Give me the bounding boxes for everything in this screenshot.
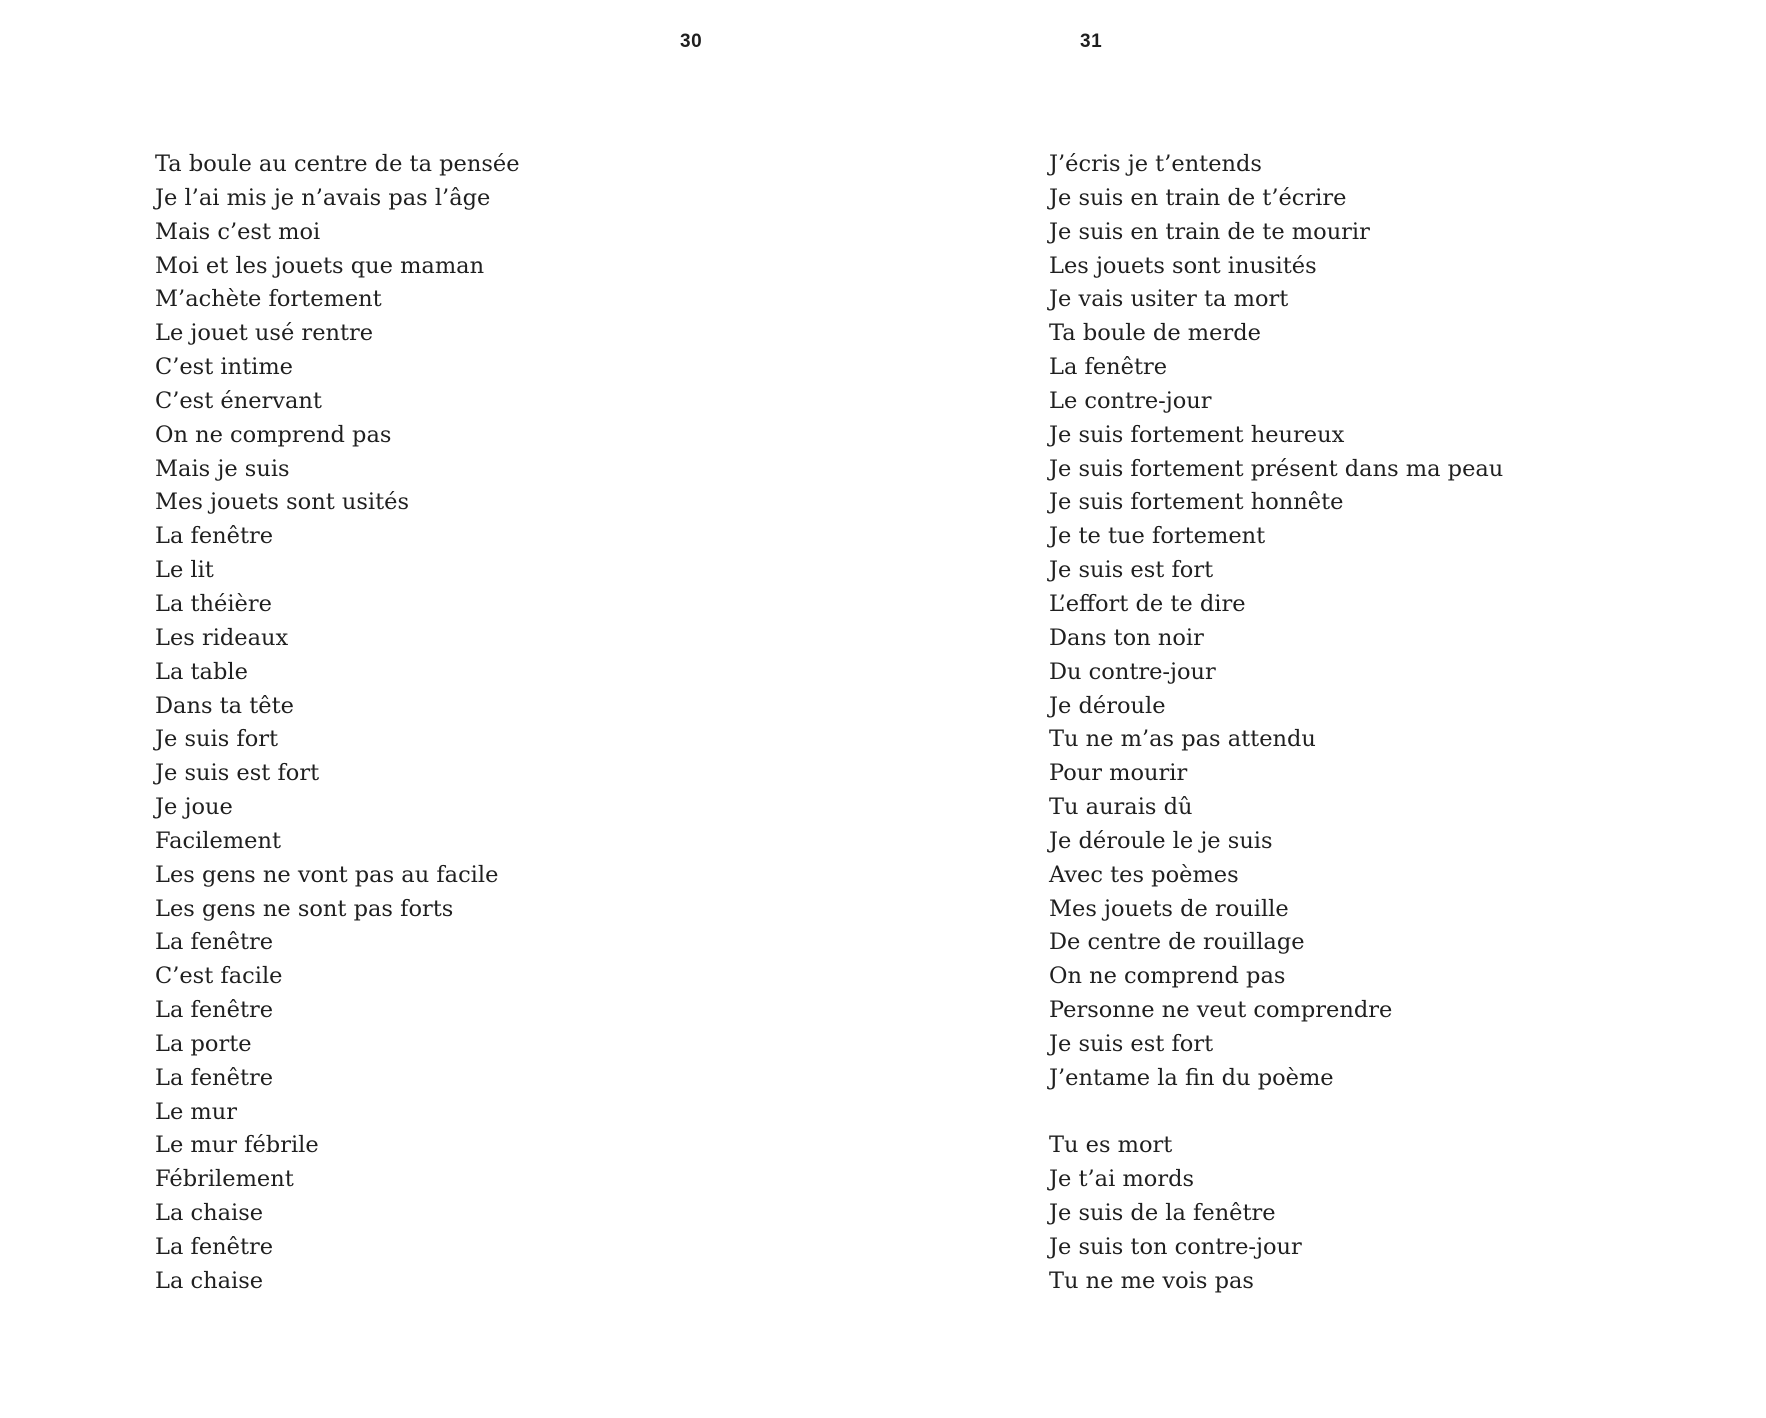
poem-line: Dans ton noir — [1049, 624, 1204, 651]
poem-line: La fenêtre — [155, 1064, 274, 1091]
poem-line: La porte — [155, 1030, 252, 1057]
poem-line: Je suis fortement heureux — [1049, 421, 1345, 448]
poem-line: De centre de rouillage — [1049, 929, 1305, 956]
poem-line: La fenêtre — [1049, 354, 1168, 381]
poem-line: Je déroule — [1049, 692, 1166, 719]
poem-line: Je vais usiter ta mort — [1049, 286, 1289, 313]
page-number-left: 30 — [680, 31, 703, 52]
poem-line: M’achète fortement — [155, 286, 382, 313]
poem-line: Tu ne me vois pas — [1049, 1267, 1254, 1294]
poem-line: L’effort de te dire — [1049, 590, 1246, 617]
poem-line: Pour mourir — [1049, 760, 1188, 787]
poem-line: Je suis ton contre-jour — [1049, 1234, 1302, 1260]
poem-line: Je suis fort — [155, 726, 279, 753]
poem-line: La chaise — [155, 1267, 264, 1294]
poem-line: Je suis est fort — [1049, 1030, 1214, 1057]
poem-line: La fenêtre — [155, 929, 274, 956]
poem-line: Les rideaux — [155, 624, 289, 651]
poem-line: Je te tue fortement — [1049, 523, 1266, 550]
poem-line: Ta boule de merde — [1049, 320, 1261, 347]
poem-line: J’écris je t’entends — [1049, 151, 1262, 177]
poem-line: Tu aurais dû — [1049, 794, 1193, 821]
poem-line: La fenêtre — [155, 997, 274, 1024]
poem-line: Mes jouets de rouille — [1049, 895, 1289, 922]
poem-line: Je suis de la fenêtre — [1049, 1200, 1276, 1227]
poem-line: C’est intime — [155, 354, 293, 381]
poem-line: Je l’ai mis je n’avais pas l’âge — [155, 184, 491, 211]
poem-line: Personne ne veut comprendre — [1049, 997, 1393, 1024]
poem-line: Tu es mort — [1049, 1132, 1173, 1159]
poem-line: Je t’ai mords — [1049, 1166, 1195, 1193]
poem-line: Le mur fébrile — [155, 1132, 319, 1159]
poem-line: C’est énervant — [155, 387, 322, 414]
poem-line: Je suis est fort — [1049, 557, 1214, 584]
poem-line: La fenêtre — [155, 523, 274, 550]
stanza-break — [1049, 1096, 1503, 1130]
poem-line: Dans ta tête — [155, 692, 294, 719]
poem-line: Le mur — [155, 1098, 237, 1125]
poem-line: On ne comprend pas — [155, 421, 392, 448]
poem-line: Du contre-jour — [1049, 658, 1216, 685]
poem-line: Mais je suis — [155, 455, 290, 482]
poem-line: Les gens ne sont pas forts — [155, 895, 454, 922]
poem-line: Je suis est fort — [155, 760, 320, 787]
page-number-right: 31 — [1080, 31, 1103, 52]
poem-line: Le contre-jour — [1049, 387, 1212, 414]
poem-line: Je suis en train de t’écrire — [1049, 184, 1347, 211]
poem-text-right-page — [1049, 148, 1503, 1299]
poem-line: Tu ne m’as pas attendu — [1049, 726, 1316, 753]
poem-line: Moi et les jouets que maman — [155, 252, 485, 279]
poem-line: Les jouets sont inusités — [1049, 252, 1317, 279]
poem-line: La table — [155, 658, 248, 685]
poem-line: Fébrilement — [155, 1166, 294, 1193]
poem-line: Ta boule au centre de ta pensée — [155, 151, 520, 177]
poem-line: C’est facile — [155, 963, 283, 990]
poem-line: Je suis fortement présent dans ma peau — [1049, 455, 1504, 482]
poem-line: Mes jouets sont usités — [155, 489, 410, 516]
poem-line: On ne comprend pas — [1049, 963, 1286, 990]
poem-line: La fenêtre — [155, 1234, 274, 1260]
poem-line: Le lit — [155, 557, 214, 584]
poem-line: Le jouet usé rentre — [155, 320, 374, 347]
poem-line: Je suis en train de te mourir — [1049, 218, 1370, 245]
poem-text-left-page — [155, 148, 520, 1299]
poem-line: Je joue — [155, 794, 233, 821]
poem-line: La chaise — [155, 1200, 264, 1227]
poem-line: J’entame la fin du poème — [1049, 1064, 1334, 1091]
poem-line: Les gens ne vont pas au facile — [155, 861, 499, 888]
poem-line: Mais c’est moi — [155, 218, 321, 245]
poem-line: Je suis fortement honnête — [1049, 489, 1344, 516]
poem-line: Facilement — [155, 827, 281, 854]
poem-line: Je déroule le je suis — [1049, 827, 1273, 854]
poem-line: La théière — [155, 590, 272, 617]
poem-line: Avec tes poèmes — [1049, 861, 1239, 888]
